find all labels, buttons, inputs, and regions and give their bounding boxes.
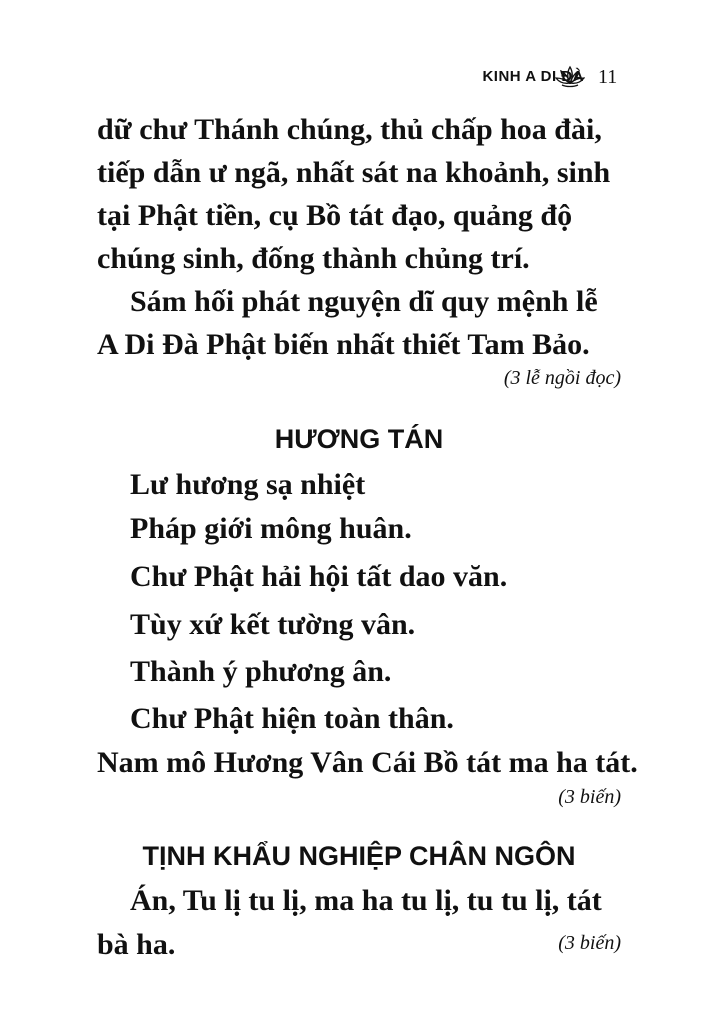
section-heading: HƯƠNG TÁN [274,424,444,454]
mantra-line: Án, Tu lị tu lị, ma ha tu lị, tu tu lị, tát [130,884,602,917]
ritual-note: (3 biến) [558,786,621,808]
text-line: A Di Đà Phật biến nhất thiết Tam Bảo. [97,328,590,361]
text-line: chúng sinh, đống thành chủng trí. [97,242,530,275]
text-line: dữ chư Thánh chúng, thủ chấp hoa đài, [97,113,602,146]
verse-line: Pháp giới mông huân. [130,512,412,545]
verse-line: Thành ý phương ân. [130,655,392,688]
mantra-line: bà ha. [97,928,176,961]
verse-line: Nam mô Hương Vân Cái Bồ tát ma ha tát. [97,746,638,779]
book-title: KINH A DI ĐÀ [482,68,584,85]
text-line: Sám hối phát nguyện dĩ quy mệnh lễ [130,285,598,318]
verse-line: Lư hương sạ nhiệt [130,468,366,501]
section-heading: TỊNH KHẨU NGHIỆP CHÂN NGÔN [142,841,576,871]
ritual-note: (3 biến) [558,932,621,954]
ritual-note: (3 lễ ngồi đọc) [503,367,621,389]
verse-line: Chư Phật hiện toàn thân. [130,702,454,735]
lotus-icon [555,64,585,90]
text-line: tiếp dẫn ư ngã, nhất sát na khoảnh, sinh [97,156,611,189]
text-line: tại Phật tiền, cụ Bồ tát đạo, quảng độ [97,199,573,232]
running-header [0,64,718,94]
verse-line: Tùy xứ kết tường vân. [130,608,416,641]
page-number: 11 [598,66,618,88]
verse-line: Chư Phật hải hội tất dao văn. [130,560,508,593]
